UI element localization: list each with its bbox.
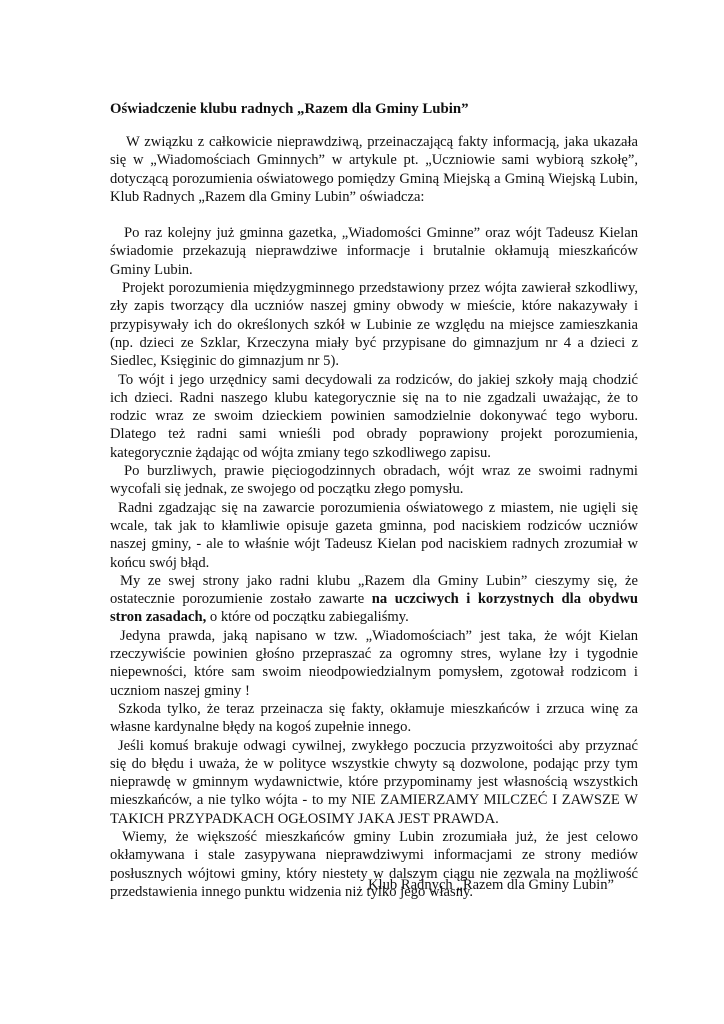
signature: Klub Radnych „Razem dla Gminy Lubin”	[368, 877, 615, 893]
paragraph-6-tail: o które od początku zabiegaliśmy.	[206, 609, 409, 626]
paragraph-6-text: My ze swej strony jako radni klubu „Razem dla Gminy Lubin” cieszymy się, że ostatecznie porozumienie zostało zawarte	[110, 572, 638, 608]
paragraph-7: Jedyna prawda, jaką napisano w tzw. „Wiadomościach” jest taka, że wójt Kielan rzeczywiście powinien głośno przepraszać za ogromny stres, wylane łzy i tygodnie niepewności, które sam swoim nieodpowiedzialnym pomysłem, zgotował rodzicom i uczniom naszej gminy !	[110, 627, 638, 699]
paragraph-6	[110, 572, 638, 627]
paragraph-4: Po burzliwych, prawie pięciogodzinnych obradach, wójt wraz ze swoimi radnymi wycofali się jednak, ze swojego od początku złego pomysłu.	[110, 463, 638, 498]
paragraph-9: Jeśli komuś brakuje odwagi cywilnej, zwykłego poczucia przyzwoitości aby przyznać się do błędu i uważa, że w polityce wszystkie chwyty są dozwolone, podając przy tym nieprawdę w gminnym wydawnictwie, które przypominamy jest własnością wszystkich mieszkańców, a nie tylko wójta - to my NIE ZAMIERZAMY MILCZEĆ I ZAWSZE W TAKICH PRZYPADKACH OGŁOSIMY JAKA JEST PRAWDA.	[110, 737, 638, 827]
paragraph-3: To wójt i jego urzędnicy sami decydowali za rodziców, do jakiej szkoły mają chodzić ich dzieci. Radni naszego klubu kategorycznie się na to nie zgadzali uważając, że to rodzic wraz ze swoim dzieckiem powinien samodzielnie dokonywać tego wyboru. Dlatego też radni sami wnieśli pod obrady poprawiony projekt porozumienia, kategorycznie żądając od wójta zmiany tego szkodliwego zapisu.	[110, 371, 638, 461]
paragraph-6-bold: na uczciwych i korzystnych dla obydwu stron zasadach,	[110, 591, 638, 626]
paragraph-5: Radni zgadzając się na zawarcie porozumienia oświatowego z miastem, nie ugięli się wcale, tak jak to kłamliwie opisuje gazeta gminna, pod naciskiem rodziców uczniów naszej gminy, - ale to właśnie wójt Tadeusz Kielan pod naciskiem radnych zrozumiał w końcu swój błąd.	[110, 499, 638, 571]
paragraph-2: Projekt porozumienia międzygminnego przedstawiony przez wójta zawierał szkodliwy, zły zapis tworzący dla uczniów naszej gminy obwody w mieście, które nakazywały i przypisywały ich do określonych szkół w Lubinie ze względu na miejsce zamieszkania (np. dzieci ze Szklar, Krzeczyna miały być przypisane do gimnazjum nr 4 a dzieci z Siedlec, Księginic do gimnazjum nr 5).	[110, 280, 638, 370]
document-title: Oświadczenie klubu radnych „Razem dla Gminy Lubin”	[110, 101, 469, 117]
paragraph-1: Po raz kolejny już gminna gazetka, „Wiadomości Gminne” oraz wójt Tadeusz Kielan świadomie przekazują nieprawdziwe informacje i brutalnie okłamują mieszkańców Gminy Lubin.	[110, 225, 638, 278]
paragraph-8: Szkoda tylko, że teraz przeinacza się fakty, okłamuje mieszkańców i zrzuca winę za własne kardynalne błędy na kogoś zupełnie innego.	[110, 700, 638, 736]
document-body	[110, 133, 638, 901]
paragraph-10: Wiemy, że większość mieszkańców gminy Lubin zrozumiała już, że jest celowo okłamywana i stale zasypywana nieprawdziwymi informacjami ze strony mediów posłusznych wójtowi gminy, który niestety w dalszym ciągu nie zezwala na możliwość przedstawienia innego punktu widzenia niż tylko jego własny.	[110, 828, 638, 900]
paragraph-intro: W związku z całkowicie nieprawdziwą, przeinaczającą fakty informacją, jaka ukazała się w „Wiadomościach Gminnych” w artykule pt. „Uczniowie sami wybiorą szkołę”, dotyczącą porozumienia oświatowego pomiędzy Gminą Miejską a Gminą Wiejską Lubin, Klub Radnych „Razem dla Gminy Lubin” oświadcza:	[110, 134, 638, 205]
